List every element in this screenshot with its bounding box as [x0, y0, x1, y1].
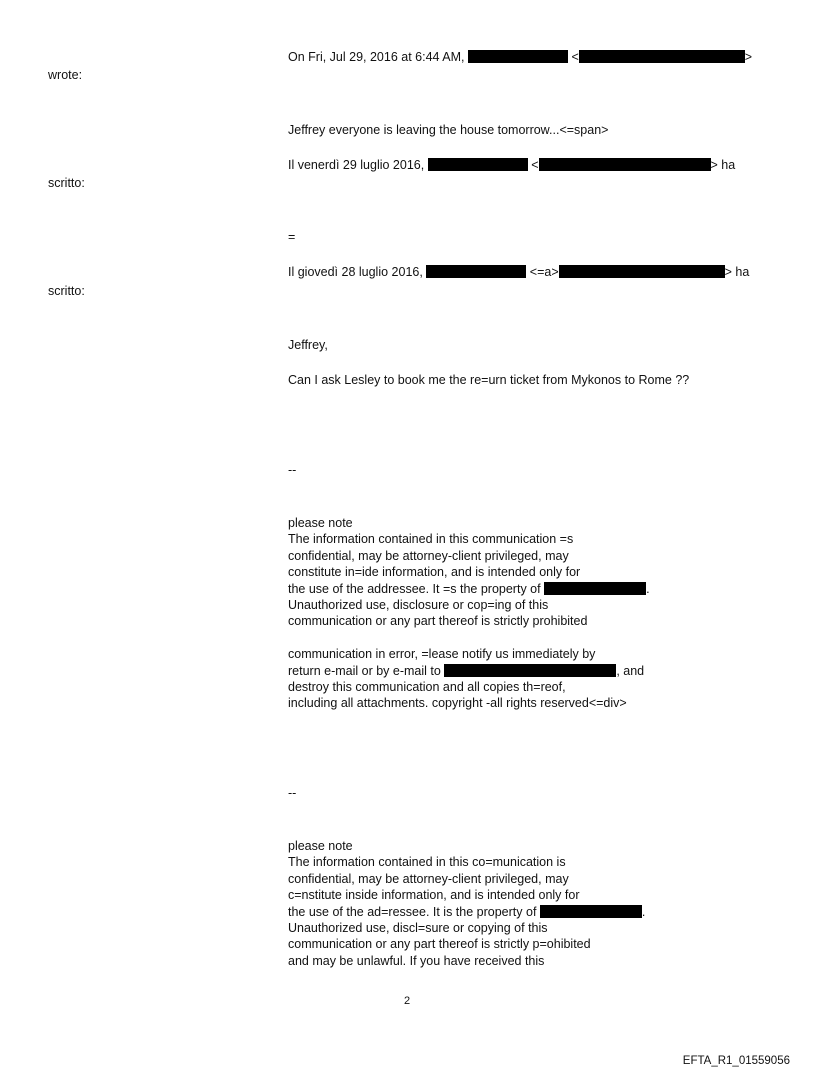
message-text: Can I ask Lesley to book me the re=urn ticket from Mykonos to Rome ??: [288, 373, 690, 387]
notice-line: confidential, may be attorney-client privileged, may: [288, 871, 569, 886]
notice-line: [288, 581, 650, 597]
redaction-box: [444, 664, 616, 677]
greeting: Jeffrey,: [288, 338, 328, 352]
header-suffix: > ha: [724, 265, 750, 279]
confidentiality-notice: [288, 515, 650, 712]
redaction-box: [468, 50, 568, 63]
notice-line: The information contained in this communication =s: [288, 532, 574, 547]
notice-line: [288, 904, 645, 920]
wrote-label: wrote:: [48, 68, 83, 82]
notice-line: c=nstitute inside information, and is intended only for: [288, 888, 580, 903]
email-header-line: [288, 157, 735, 173]
redaction-box: [559, 265, 725, 278]
notice-line: The information contained in this co=munication is: [288, 855, 566, 870]
notice-line: Unauthorized use, disclosure or cop=ing of this: [288, 597, 549, 612]
signature-separator: --: [288, 786, 297, 800]
notice-text: the use of the addressee. It =s the property of: [288, 581, 541, 596]
scritto-label: scritto:: [48, 176, 85, 190]
email-header-line: [288, 264, 749, 280]
angle-open: <: [531, 158, 539, 172]
notice-line: destroy this communication and all copies th=reof,: [288, 679, 566, 694]
document-id: EFTA_R1_01559056: [682, 1055, 790, 1067]
redaction-box: [579, 50, 745, 63]
notice-text: return e-mail or by e-mail to: [288, 663, 441, 678]
notice-line: confidential, may be attorney-client privileged, may: [288, 548, 569, 563]
redaction-box: [539, 158, 711, 171]
notice-line: constitute in=ide information, and is intended only for: [288, 565, 581, 580]
redaction-box: [428, 158, 528, 171]
notice-text: the use of the ad=ressee. It is the property of: [288, 904, 537, 919]
redaction-box: [544, 582, 646, 595]
header-suffix: > ha: [710, 158, 736, 172]
message-text: Jeffrey everyone is leaving the house tomorrow...<=span>: [288, 123, 609, 137]
header-date: Il giovedì 28 luglio 2016,: [288, 265, 423, 279]
equals-line: =: [288, 230, 296, 244]
notice-spacer: [288, 630, 650, 646]
notice-line: and may be unlawful. If you have received this: [288, 953, 545, 968]
notice-line: communication in error, =lease notify us immediately by: [288, 647, 596, 662]
header-mid: <=a>: [529, 265, 559, 279]
notice-line: communication or any part thereof is strictly prohibited: [288, 614, 588, 629]
notice-text: .: [641, 904, 646, 919]
header-date: Il venerdì 29 luglio 2016,: [288, 158, 425, 172]
page-number: 2: [404, 995, 411, 1007]
notice-line: including all attachments. copyright -all rights reserved<=div>: [288, 696, 627, 711]
notice-line: Unauthorized use, discl=sure or copying of this: [288, 920, 548, 935]
scritto-label: scritto:: [48, 284, 85, 298]
redaction-box: [426, 265, 526, 278]
redaction-box: [540, 905, 642, 918]
notice-line: please note: [288, 516, 353, 530]
email-header-line: [288, 49, 752, 65]
notice-text: , and: [616, 663, 645, 678]
signature-separator: --: [288, 463, 297, 477]
notice-text: .: [646, 581, 650, 596]
notice-line: please note: [288, 839, 353, 853]
angle-close: >: [744, 50, 753, 64]
confidentiality-notice: [288, 838, 645, 969]
notice-line: communication or any part thereof is strictly p=ohibited: [288, 937, 591, 952]
header-date: On Fri, Jul 29, 2016 at 6:44 AM,: [288, 50, 465, 64]
angle-open: <: [571, 50, 579, 64]
notice-line: [288, 663, 650, 679]
